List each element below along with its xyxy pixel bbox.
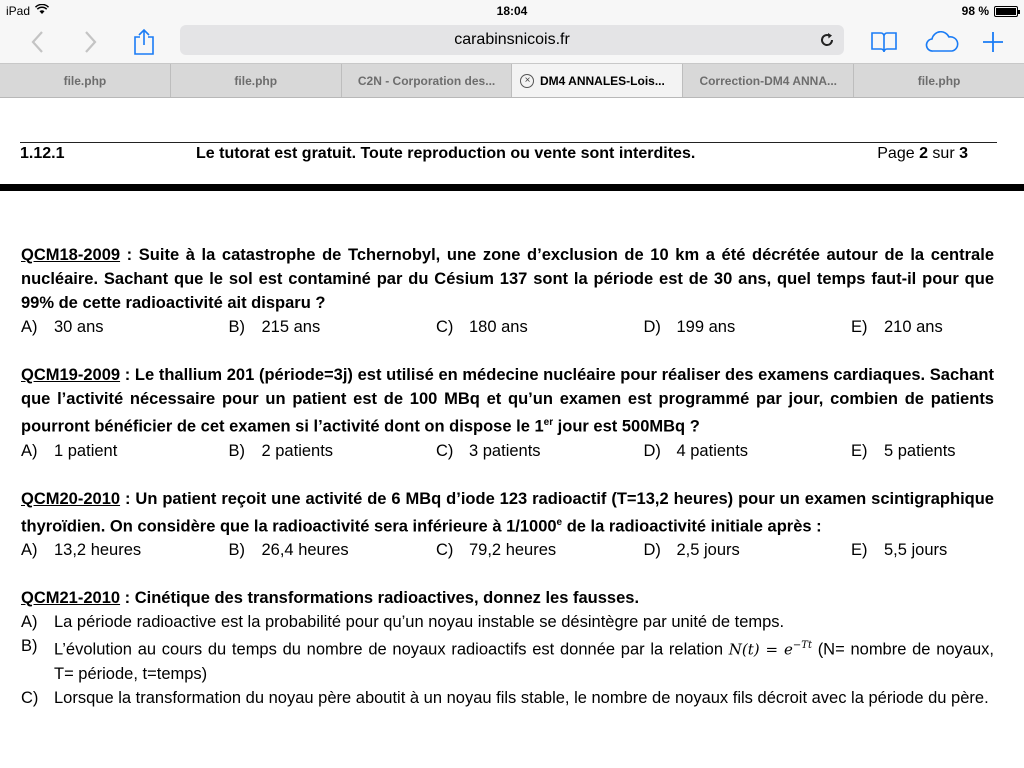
document-content <box>21 243 994 710</box>
answer-option: A) 13,2 heures <box>21 541 142 559</box>
question-text: QCM21-2010 : Cinétique des transformations radioactives, donnez les fausses. <box>21 589 640 607</box>
answer-option: D) 4 patients <box>643 441 749 460</box>
header-rule <box>20 142 997 143</box>
answer-option: A) 30 ans <box>21 318 104 336</box>
tab-label: Correction-DM4 ANNA... <box>699 73 837 88</box>
battery-icon <box>994 6 1018 17</box>
question-qcm20 <box>21 487 994 563</box>
answer-option: A) 1 patient <box>21 441 118 460</box>
tab-label: file.php <box>917 73 961 88</box>
new-tab-icon[interactable] <box>977 26 1009 58</box>
address-bar[interactable] <box>180 25 844 55</box>
question-qcm21 <box>21 586 994 710</box>
browser-toolbar <box>0 22 1024 63</box>
answer-option: E) 5,5 jours <box>851 541 948 559</box>
tab-file-php-2[interactable] <box>171 64 342 97</box>
battery-percent: 98 % <box>961 4 989 18</box>
document-header <box>0 98 1024 193</box>
answer-option: C) 3 patients <box>436 441 541 460</box>
tab-bar <box>0 63 1024 98</box>
answer-option: D) 199 ans <box>643 318 736 336</box>
header-thick-rule <box>0 184 1024 191</box>
bookmarks-icon[interactable] <box>868 26 900 58</box>
tab-label: DM4 ANNALES-Lois... <box>539 73 665 88</box>
answer-row <box>21 538 994 562</box>
answer-option: B) 26,4 heures <box>228 541 349 559</box>
tab-label: C2N - Corporation des... <box>357 73 496 88</box>
page-indicator: Page 2 sur 3 <box>877 145 968 162</box>
tab-dm4-annales[interactable] <box>512 64 683 97</box>
answer-row <box>21 315 994 339</box>
tab-file-php-1[interactable] <box>0 64 171 97</box>
question-qcm19 <box>21 363 994 463</box>
question-qcm18 <box>21 243 994 339</box>
tab-c2n[interactable] <box>342 64 513 97</box>
forward-icon[interactable] <box>74 26 106 58</box>
document-notice: Le tutorat est gratuit. Toute reproduction ou vente sont interdites. <box>196 145 696 162</box>
answer-option: E) 210 ans <box>851 318 943 336</box>
statement-item: C) Lorsque la transformation du noyau père aboutit à un noyau fils stable, le nombre de noyaux fils décroit avec la période du père. <box>21 688 989 707</box>
answer-option: B) 2 patients <box>228 441 334 460</box>
answer-option: B) 215 ans <box>228 318 321 336</box>
answer-row <box>21 439 994 463</box>
question-text: QCM20-2010 : Un patient reçoit une activité de 6 MBq d’iode 123 radioactif (T=13,2 heures) pour un examen scintigraphique thyroïdien. On considère que la radioactivité sera inférieure à 1/1000e de la radioactivité initiale après : <box>21 489 994 535</box>
answer-option: C) 180 ans <box>436 318 528 336</box>
answer-option: D) 2,5 jours <box>643 541 740 559</box>
share-icon[interactable] <box>128 26 160 58</box>
tab-file-php-3[interactable] <box>854 64 1024 97</box>
back-icon[interactable] <box>22 26 54 58</box>
question-text: QCM18-2009 : Suite à la catastrophe de Tchernobyl, une zone d’exclusion de 10 km a été décrétée autour de la centrale nucléaire. Sachant que le sol est contaminé par du Césium 137 sont la période est de 30 ans, quel temps faut-il pour que 99% de cette radioactivité ait disparu ? <box>21 246 994 312</box>
answer-option: C) 79,2 heures <box>436 541 557 559</box>
statement-item: B) L’évolution au cours du temps du nombre de noyaux radioactifs est donnée par la relation $N(t) = e^{-Tt}$ (N= nombre de noyaux, T= période, t=temps) <box>21 637 994 683</box>
device-name: iPad <box>6 4 31 18</box>
answer-option: E) 5 patients <box>851 441 956 460</box>
document-code: 1.12.1 <box>20 145 65 162</box>
status-bar <box>0 0 1024 22</box>
question-text: QCM19-2009 : Le thallium 201 (période=3j) est utilisé en médecine nucléaire pour réaliser des examens cardiaques. Sachant que l’activité nécessaire pour un patient est de 100 MBq et qu’un examen est programmé par jour, combien de patients pourront bénéficier de cet examen si l’activité dont on dispose le 1er jour est 500MBq ? <box>21 366 994 436</box>
close-tab-icon[interactable]: × <box>520 74 534 88</box>
tab-correction-dm4[interactable] <box>683 64 854 97</box>
formula: N(t) = e <box>728 640 793 659</box>
url-text[interactable]: carabinsnicois.fr <box>454 31 570 48</box>
cloud-tabs-icon[interactable] <box>922 26 962 58</box>
clock: 18:04 <box>496 4 528 18</box>
tab-label: file.php <box>234 73 278 88</box>
reload-icon[interactable] <box>816 29 838 51</box>
tab-label: file.php <box>63 73 107 88</box>
statement-item: A) La période radioactive est la probabilité pour qu’un noyau instable se désintègre par unité de temps. <box>21 613 785 631</box>
